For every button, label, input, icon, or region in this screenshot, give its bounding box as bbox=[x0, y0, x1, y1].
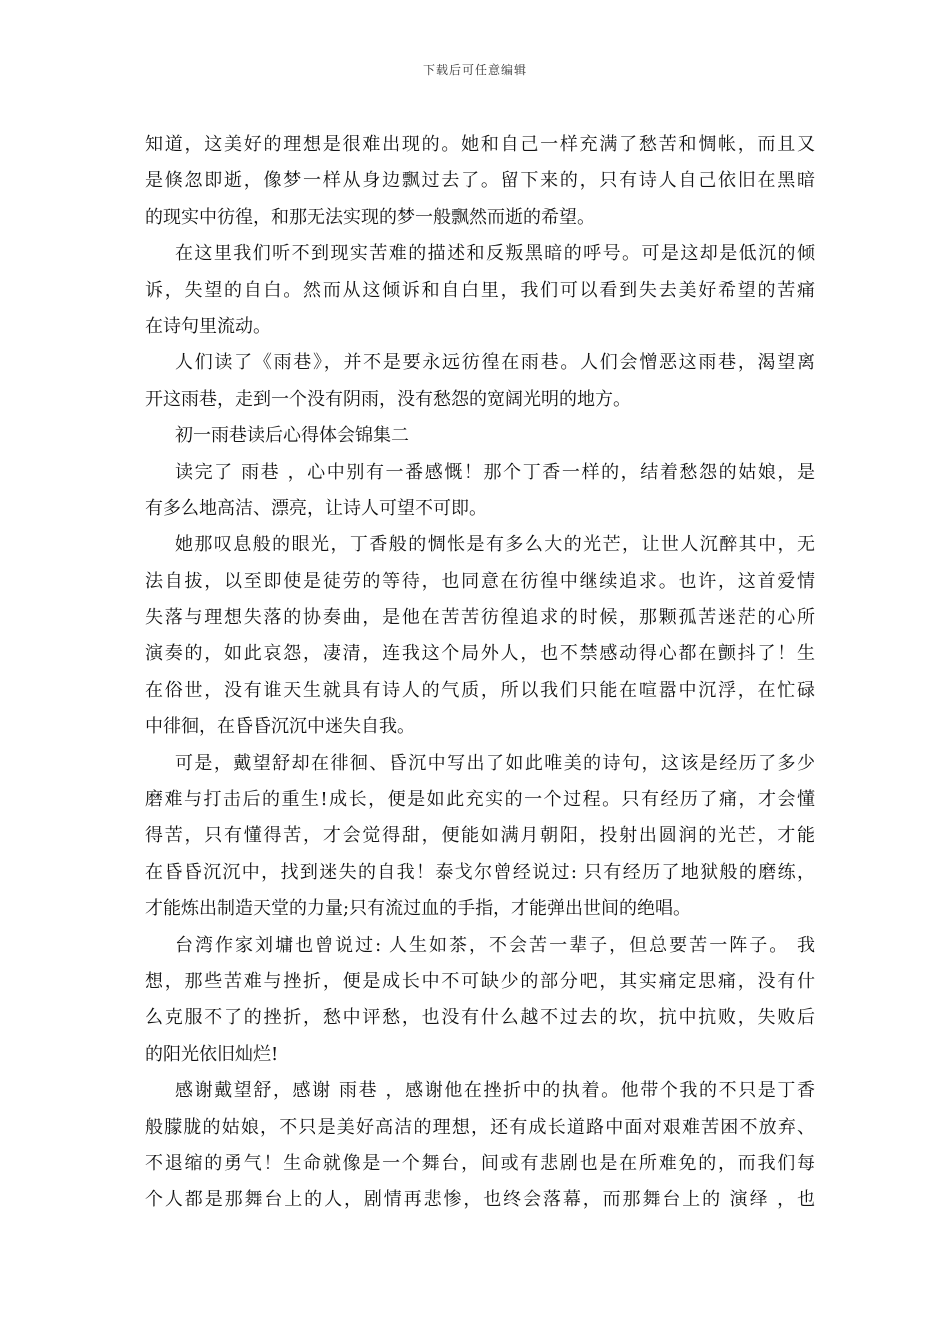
text-line: 台湾作家刘墉也曾说过: 人生如茶，不会苦一辈子，但总要苦一阵子。 我 bbox=[175, 934, 815, 956]
text-line: 诉，失望的自白。然而从这倾诉和自白里，我们可以看到失去美好希望的苦痛 bbox=[145, 279, 815, 301]
text-line: 有多么地高洁、漂亮，让诗人可望不可即。 bbox=[145, 497, 487, 519]
page-header: 下载后可任意编辑 bbox=[422, 63, 527, 77]
section-heading: 初一雨巷读后心得体会锦集二 bbox=[175, 425, 409, 447]
text-line: 在俗世，没有谁天生就具有诗人的气质，所以我们只能在喧嚣中沉浮，在忙碌 bbox=[145, 679, 815, 701]
text-line: 人们读了《雨巷》，并不是要永远彷徨在雨巷。人们会憎恶这雨巷，渴望离 bbox=[175, 352, 815, 374]
text-line: 么克服不了的挫折，愁中评愁，也没有什么越不过去的坎，抗中抗败，失败后 bbox=[145, 1007, 815, 1029]
text-line: 磨难与打击后的重生!成长，便是如此充实的一个过程。只有经历了痛，才会懂 bbox=[145, 789, 815, 811]
text-line: 的阳光依旧灿烂! bbox=[145, 1043, 279, 1065]
text-line: 不退缩的勇气！生命就像是一个舞台，间或有悲剧也是在所难免的，而我们每 bbox=[145, 1152, 815, 1174]
text-line: 开这雨巷，走到一个没有阴雨，没有愁怨的宽阔光明的地方。 bbox=[145, 388, 631, 410]
text-line: 演奏的，如此哀怨，凄清，连我这个局外人，也不禁感动得心都在颤抖了！生 bbox=[145, 643, 815, 665]
text-line: 她那叹息般的眼光，丁香般的惆怅是有多么大的光芒，让世人沉醉其中，无 bbox=[175, 534, 815, 556]
text-line: 才能炼出制造天堂的力量;只有流过血的手指，才能弹出世间的绝唱。 bbox=[145, 898, 692, 920]
text-line: 中徘徊，在昏昏沉沉中迷失自我。 bbox=[145, 716, 415, 738]
text-line: 个人都是那舞台上的人，剧情再悲惨，也终会落幕，而那舞台上的 演绎 ，也 bbox=[145, 1189, 815, 1211]
text-line: 可是，戴望舒却在徘徊、昏沉中写出了如此唯美的诗句，这该是经历了多少 bbox=[175, 752, 815, 774]
text-line: 感谢戴望舒，感谢 雨巷 ，感谢他在挫折中的执着。他带个我的不只是丁香 bbox=[175, 1080, 815, 1102]
document-body bbox=[145, 127, 815, 1219]
text-line: 在这里我们听不到现实苦难的描述和反叛黑暗的呼号。可是这却是低沉的倾 bbox=[175, 243, 815, 265]
text-line: 是倏忽即逝，像梦一样从身边飘过去了。留下来的，只有诗人自己依旧在黑暗 bbox=[145, 170, 815, 192]
text-line: 在诗句里流动。 bbox=[145, 315, 271, 337]
text-line: 想，那些苦难与挫折，便是成长中不可缺少的部分吧，其实痛定思痛，没有什 bbox=[145, 970, 815, 992]
text-line: 在昏昏沉沉中，找到迷失的自我！泰戈尔曾经说过: 只有经历了地狱般的磨练， bbox=[145, 861, 815, 883]
text-line: 得苦，只有懂得苦，才会觉得甜，便能如满月朝阳，投射出圆润的光芒，才能 bbox=[145, 825, 815, 847]
text-line: 读完了 雨巷 ，心中别有一番感慨！那个丁香一样的，结着愁怨的姑娘，是 bbox=[175, 461, 815, 483]
text-line: 法自拔，以至即使是徒劳的等待，也同意在彷徨中继续追求。也许，这首爱情 bbox=[145, 570, 815, 592]
text-line: 的现实中彷徨，和那无法实现的梦一般飘然而逝的希望。 bbox=[145, 206, 595, 228]
text-line: 般朦胧的姑娘，不只是美好高洁的理想，还有成长道路中面对艰难苦困不放弃、 bbox=[145, 1116, 815, 1138]
text-line: 失落与理想失落的协奏曲，是他在苦苦彷徨追求的时候，那颗孤苦迷茫的心所 bbox=[145, 607, 815, 629]
text-line: 知道，这美好的理想是很难出现的。她和自己一样充满了愁苦和惆帐，而且又 bbox=[145, 134, 815, 155]
